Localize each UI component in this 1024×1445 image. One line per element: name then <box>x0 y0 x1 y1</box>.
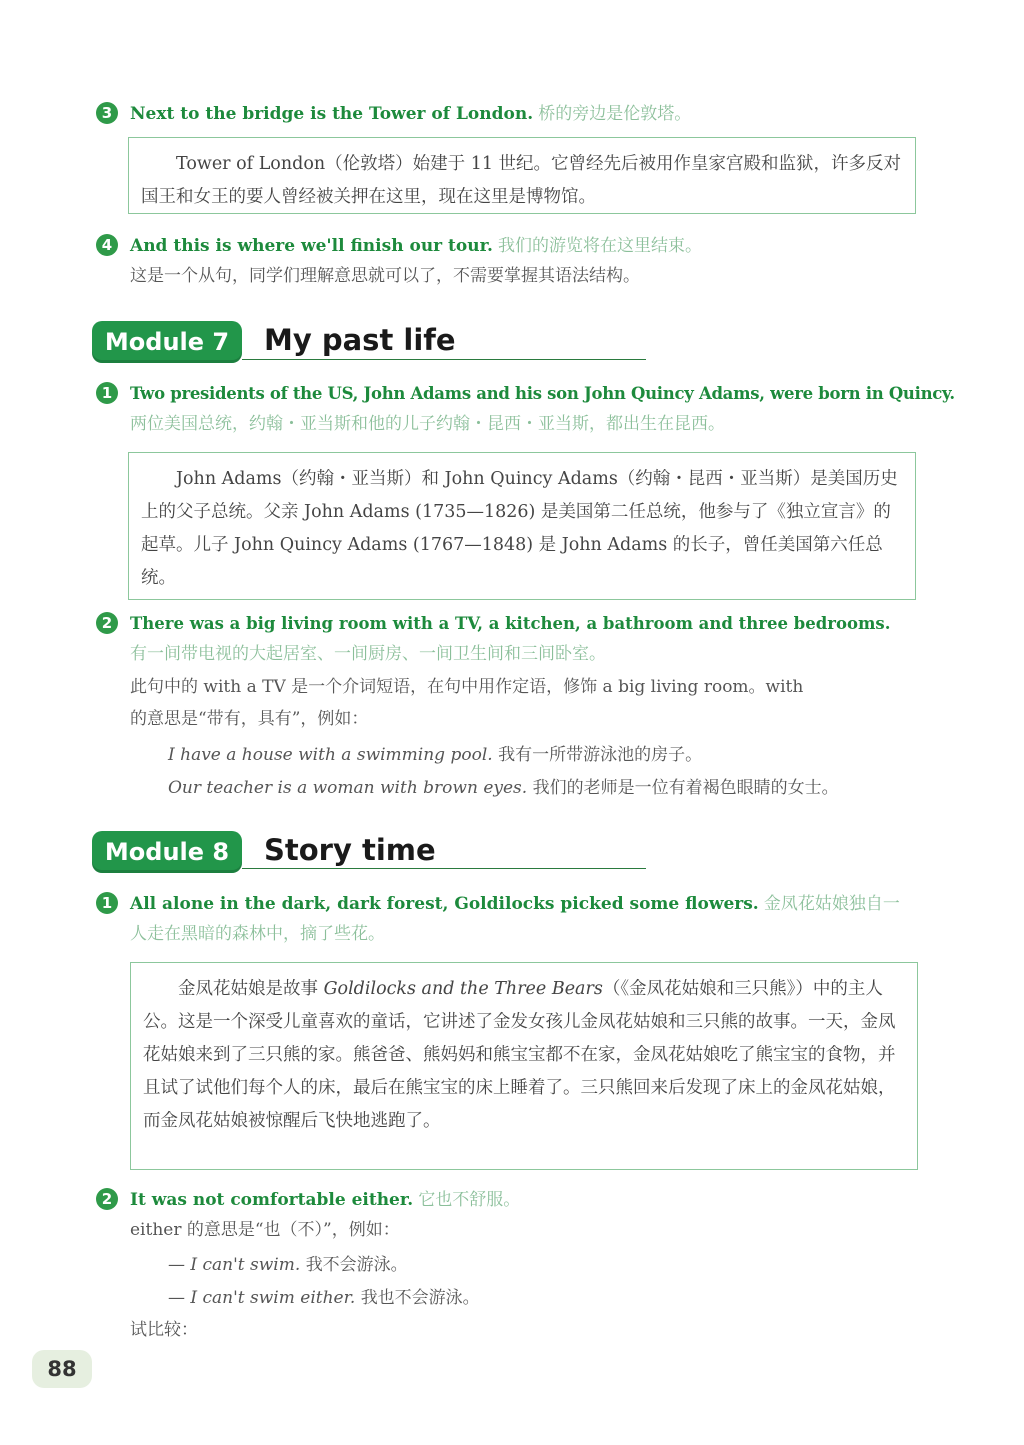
module-title-rule <box>242 359 646 360</box>
chinese-translation-cont: 人走在黑暗的森林中，摘了些花。 <box>130 924 385 944</box>
module-title: Story time <box>264 833 436 867</box>
chinese-translation: 我们的游览将在这里结束。 <box>498 236 703 256</box>
note-box <box>130 962 918 1170</box>
example-sentence: — I can't swim. 我不会游泳。 <box>168 1255 408 1275</box>
grammar-note: 这是一个从句，同学们理解意思就可以了，不需要掌握其语法结构。 <box>130 266 640 286</box>
grammar-note: 的意思是“带有，具有”，例如： <box>130 709 369 729</box>
item-number-badge: 2 <box>96 612 118 634</box>
item-number-badge: 4 <box>96 234 118 256</box>
note-text: John Adams（约翰・亚当斯）和 John Quincy Adams（约翰・昆西・亚当斯）是美国历史上的父子总统。父亲 John Adams (1735—1826) 是美国第二任总统，他参与了《独立宣言》的起草。儿子 John Quincy Adams (1767—1848) 是 John Adams 的长子，曾任美国第六任总统。 <box>141 469 898 588</box>
module-tag: Module 7 <box>92 321 242 363</box>
example-sentence: Our teacher is a woman with brown eyes. 我们的老师是一位有着褐色眼睛的女士。 <box>168 778 839 798</box>
english-sentence: All alone in the dark, dark forest, Goldilocks picked some flowers. <box>130 894 759 914</box>
note-text: Tower of London（伦敦塔）始建于 11 世纪。它曾经先后被用作皇家宫殿和监狱，许多反对国王和女王的要人曾经被关押在这里，现在这里是博物馆。 <box>141 154 902 207</box>
compare-label: 试比较： <box>130 1320 198 1340</box>
chinese-translation: 金凤花姑娘独自一 <box>763 894 900 914</box>
module-title: My past life <box>264 323 456 357</box>
module-tag: Module 8 <box>92 831 242 873</box>
english-sentence: And this is where we'll finish our tour. <box>130 236 493 256</box>
item-number-badge: 3 <box>96 102 118 124</box>
english-sentence: It was not comfortable either. <box>130 1190 414 1210</box>
page-number: 88 <box>32 1350 92 1388</box>
item-number-badge: 1 <box>96 892 118 914</box>
grammar-note: 此句中的 with a TV 是一个介词短语，在句中用作定语，修饰 a big living room。with <box>130 677 804 697</box>
story-title: Goldilocks and the Three Bears <box>323 979 603 999</box>
english-sentence: Next to the bridge is the Tower of London. <box>130 104 534 124</box>
item-number-badge: 1 <box>96 382 118 404</box>
module-title-rule <box>242 868 646 869</box>
chinese-translation: 有一间带电视的大起居室、一间厨房、一间卫生间和三间卧室。 <box>130 644 606 664</box>
english-sentence: Two presidents of the US, John Adams and his son John Quincy Adams, were born in Quincy. <box>130 384 955 403</box>
note-box <box>128 452 916 600</box>
example-sentence: — I can't swim either. 我也不会游泳。 <box>168 1288 480 1308</box>
example-sentence: I have a house with a swimming pool. 我有一所带游泳池的房子。 <box>168 745 703 765</box>
grammar-note: either 的意思是“也（不）”，例如： <box>130 1220 400 1240</box>
item-number-badge: 2 <box>96 1188 118 1210</box>
chinese-translation: 两位美国总统，约翰・亚当斯和他的儿子约翰・昆西・亚当斯，都出生在昆西。 <box>130 414 725 434</box>
english-sentence: There was a big living room with a TV, a kitchen, a bathroom and three bedrooms. <box>130 614 891 633</box>
note-box <box>128 137 916 214</box>
chinese-translation: 桥的旁边是伦敦塔。 <box>538 104 692 124</box>
chinese-translation: 它也不舒服。 <box>418 1190 521 1210</box>
note-text: 金凤花姑娘是故事 Goldilocks and the Three Bears（《金凤花姑娘和三只熊》）中的主人公。这是一个深受儿童喜欢的童话，它讲述了金发女孩儿金凤花姑娘和三只熊的故事。一天，金凤花姑娘来到了三只熊的家。熊爸爸、熊妈妈和熊宝宝都不在家，金凤花姑娘吃了熊宝宝的食物，并且试了试他们每个人的床，最后在熊宝宝的床上睡着了。三只熊回来后发现了床上的金凤花姑娘，而金凤花姑娘被惊醒后飞快地逃跑了。 <box>143 979 896 1131</box>
